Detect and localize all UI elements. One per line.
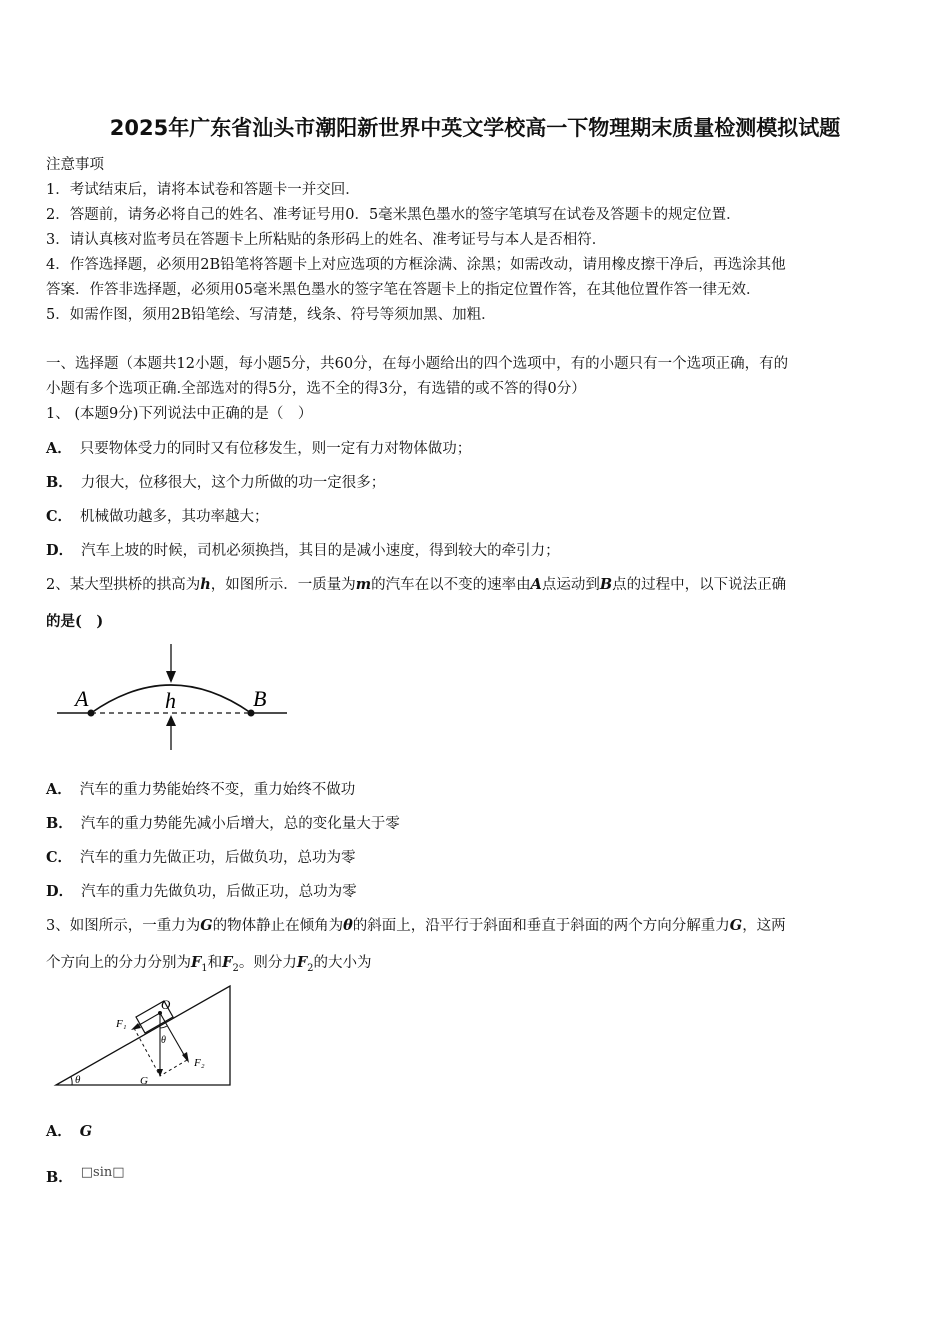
stem-text: 点运动到	[541, 577, 600, 593]
construction-line	[160, 1060, 187, 1076]
section-heading: 一、选择题（本题共12小题，每小题5分，共60分，在每小题给出的四个选项中，有的小题只有一个选项正确，有的	[46, 356, 789, 372]
stem-text: 的斜面上，沿平行于斜面和垂直于斜面的两个方向分解重力	[352, 918, 730, 934]
construction-line	[134, 1028, 160, 1076]
option-key: A．	[46, 440, 72, 457]
var-g: G	[200, 917, 213, 934]
section-heading-cont: 小题有多个选项正确.全部选对的得5分，选不全的得3分，有选错的或不答的得0分）	[46, 381, 586, 397]
subscript: 1	[201, 962, 208, 974]
stem-text: 。则分力	[238, 955, 297, 971]
q1-option-c	[46, 505, 269, 526]
stem-text: 点的过程中，以下说法正确	[612, 577, 787, 593]
label-theta-base: θ	[75, 1074, 81, 1086]
q1-option-d	[46, 539, 560, 560]
incline-figure	[50, 980, 240, 1092]
var-f2: F	[222, 954, 233, 971]
var-h: h	[200, 576, 211, 593]
option-key: B．	[46, 1169, 73, 1186]
var-a: A	[530, 576, 542, 593]
q2-option-b	[46, 812, 400, 833]
option-key: D．	[46, 883, 74, 900]
notice-item: 答案．作答非选择题，必须用05毫米黑色墨水的签字笔在答题卡上的指定位置作答，在其他位置作答一律无效．	[46, 282, 761, 298]
stem-text: ，这两	[742, 918, 786, 934]
q3-stem-cont	[46, 951, 372, 974]
top-arrow-head	[166, 671, 176, 683]
stem-text: ，如图所示．一质量为	[210, 577, 356, 593]
option-text: 力很大，位移很大，这个力所做的功一定很多；	[80, 475, 386, 491]
stem-text: 的汽车在以不变的速率由	[371, 577, 531, 593]
label-a: A	[75, 686, 89, 711]
option-key: C．	[46, 849, 73, 866]
var-m: m	[355, 576, 372, 593]
stem-text: 个方向上的分力分别为	[46, 955, 191, 971]
notice-item: 5．如需作图，须用2B铅笔绘、写清楚，线条、符号等须加黑、加粗．	[46, 307, 496, 323]
q3-stem	[46, 914, 786, 935]
notice-item: 3．请认真核对监考员在答题卡上所粘贴的条形码上的姓名、准考证号与本人是否相符．	[46, 232, 607, 248]
label-h: h	[165, 688, 176, 713]
q1-option-a	[46, 437, 471, 458]
option-key: D．	[46, 542, 74, 559]
option-text: 机械做功越多，其功率越大；	[80, 509, 269, 525]
option-text: G	[79, 1123, 93, 1140]
option-text: 汽车上坡的时候，司机必须换挡，其目的是减小速度，得到较大的牵引力；	[81, 543, 560, 559]
option-text: □sin□	[80, 1165, 125, 1180]
stem-text: 3、如图所示，一重力为	[46, 918, 201, 934]
subscript: 2	[232, 962, 239, 974]
option-key: C．	[46, 508, 73, 525]
option-key: A．	[46, 781, 72, 798]
option-text: 只要物体受力的同时又有位移发生，则一定有力对物体做功；	[79, 441, 472, 457]
q2-option-c	[46, 846, 356, 867]
label-b: B	[253, 686, 267, 711]
incline-triangle	[56, 986, 230, 1085]
option-text: 汽车的重力先做正功，后做负功，总功为零	[80, 850, 356, 866]
q1-stem: 1、 (本题9分)下列说法中正确的是（ ）	[46, 406, 313, 422]
label-g: G	[140, 1075, 148, 1087]
top-angle-arc	[160, 1026, 167, 1028]
stem-text: 的物体静止在倾角为	[212, 918, 344, 934]
q2-stem	[46, 573, 786, 594]
option-key: B．	[46, 815, 73, 832]
option-key: A．	[46, 1123, 72, 1140]
q2-option-a	[46, 778, 355, 799]
option-text: 汽车的重力势能始终不变，重力始终不做功	[79, 782, 356, 798]
q1-option-b	[46, 471, 385, 492]
point-a	[88, 710, 95, 717]
var-f1: F	[191, 954, 202, 971]
page-title: 2025年广东省汕头市潮阳新世界中英文学校高一下物理期末质量检测模拟试题	[109, 116, 841, 140]
stem-text: 2、某大型拱桥的拱高为	[46, 577, 201, 593]
label-f2: F₂	[194, 1057, 205, 1069]
stem-text: 的大小为	[313, 955, 372, 971]
label-o: O	[161, 997, 171, 1012]
var-theta: θ	[343, 917, 353, 934]
q2-option-d	[46, 880, 357, 901]
notice-item: 1．考试结束后，请将本试卷和答题卡一并交回．	[46, 182, 360, 198]
label-f1: F₁	[116, 1018, 127, 1030]
option-text: 汽车的重力势能先减小后增大，总的变化量大于零	[80, 816, 400, 832]
q3-option-b	[46, 1160, 125, 1186]
notice-heading: 注意事项	[46, 157, 104, 173]
notice-item: 2．答题前，请务必将自己的姓名、准考证号用0．5毫米黑色墨水的签字笔填写在试卷及答题卡的规定位置．	[46, 207, 741, 223]
option-key: B．	[46, 474, 73, 491]
bottom-arrow-head	[166, 715, 176, 726]
var-f2: F	[296, 954, 308, 971]
arch-bridge-figure	[55, 640, 295, 755]
var-b: B	[599, 576, 613, 593]
q3-option-a	[46, 1120, 92, 1141]
notice-item: 4．作答选择题，必须用2B铅笔将答题卡上对应选项的方框涂满、涂黑；如需改动，请用橡皮擦干净后，再选涂其他	[46, 257, 786, 273]
subscript: 2	[307, 962, 314, 974]
option-text: 汽车的重力先做负功，后做正功，总功为零	[81, 884, 357, 900]
stem-text: 和	[207, 955, 223, 971]
q2-stem-cont: 的是( )	[46, 613, 104, 630]
label-theta-top: θ	[161, 1035, 166, 1046]
base-angle-arc	[71, 1077, 72, 1085]
var-g: G	[729, 917, 743, 934]
